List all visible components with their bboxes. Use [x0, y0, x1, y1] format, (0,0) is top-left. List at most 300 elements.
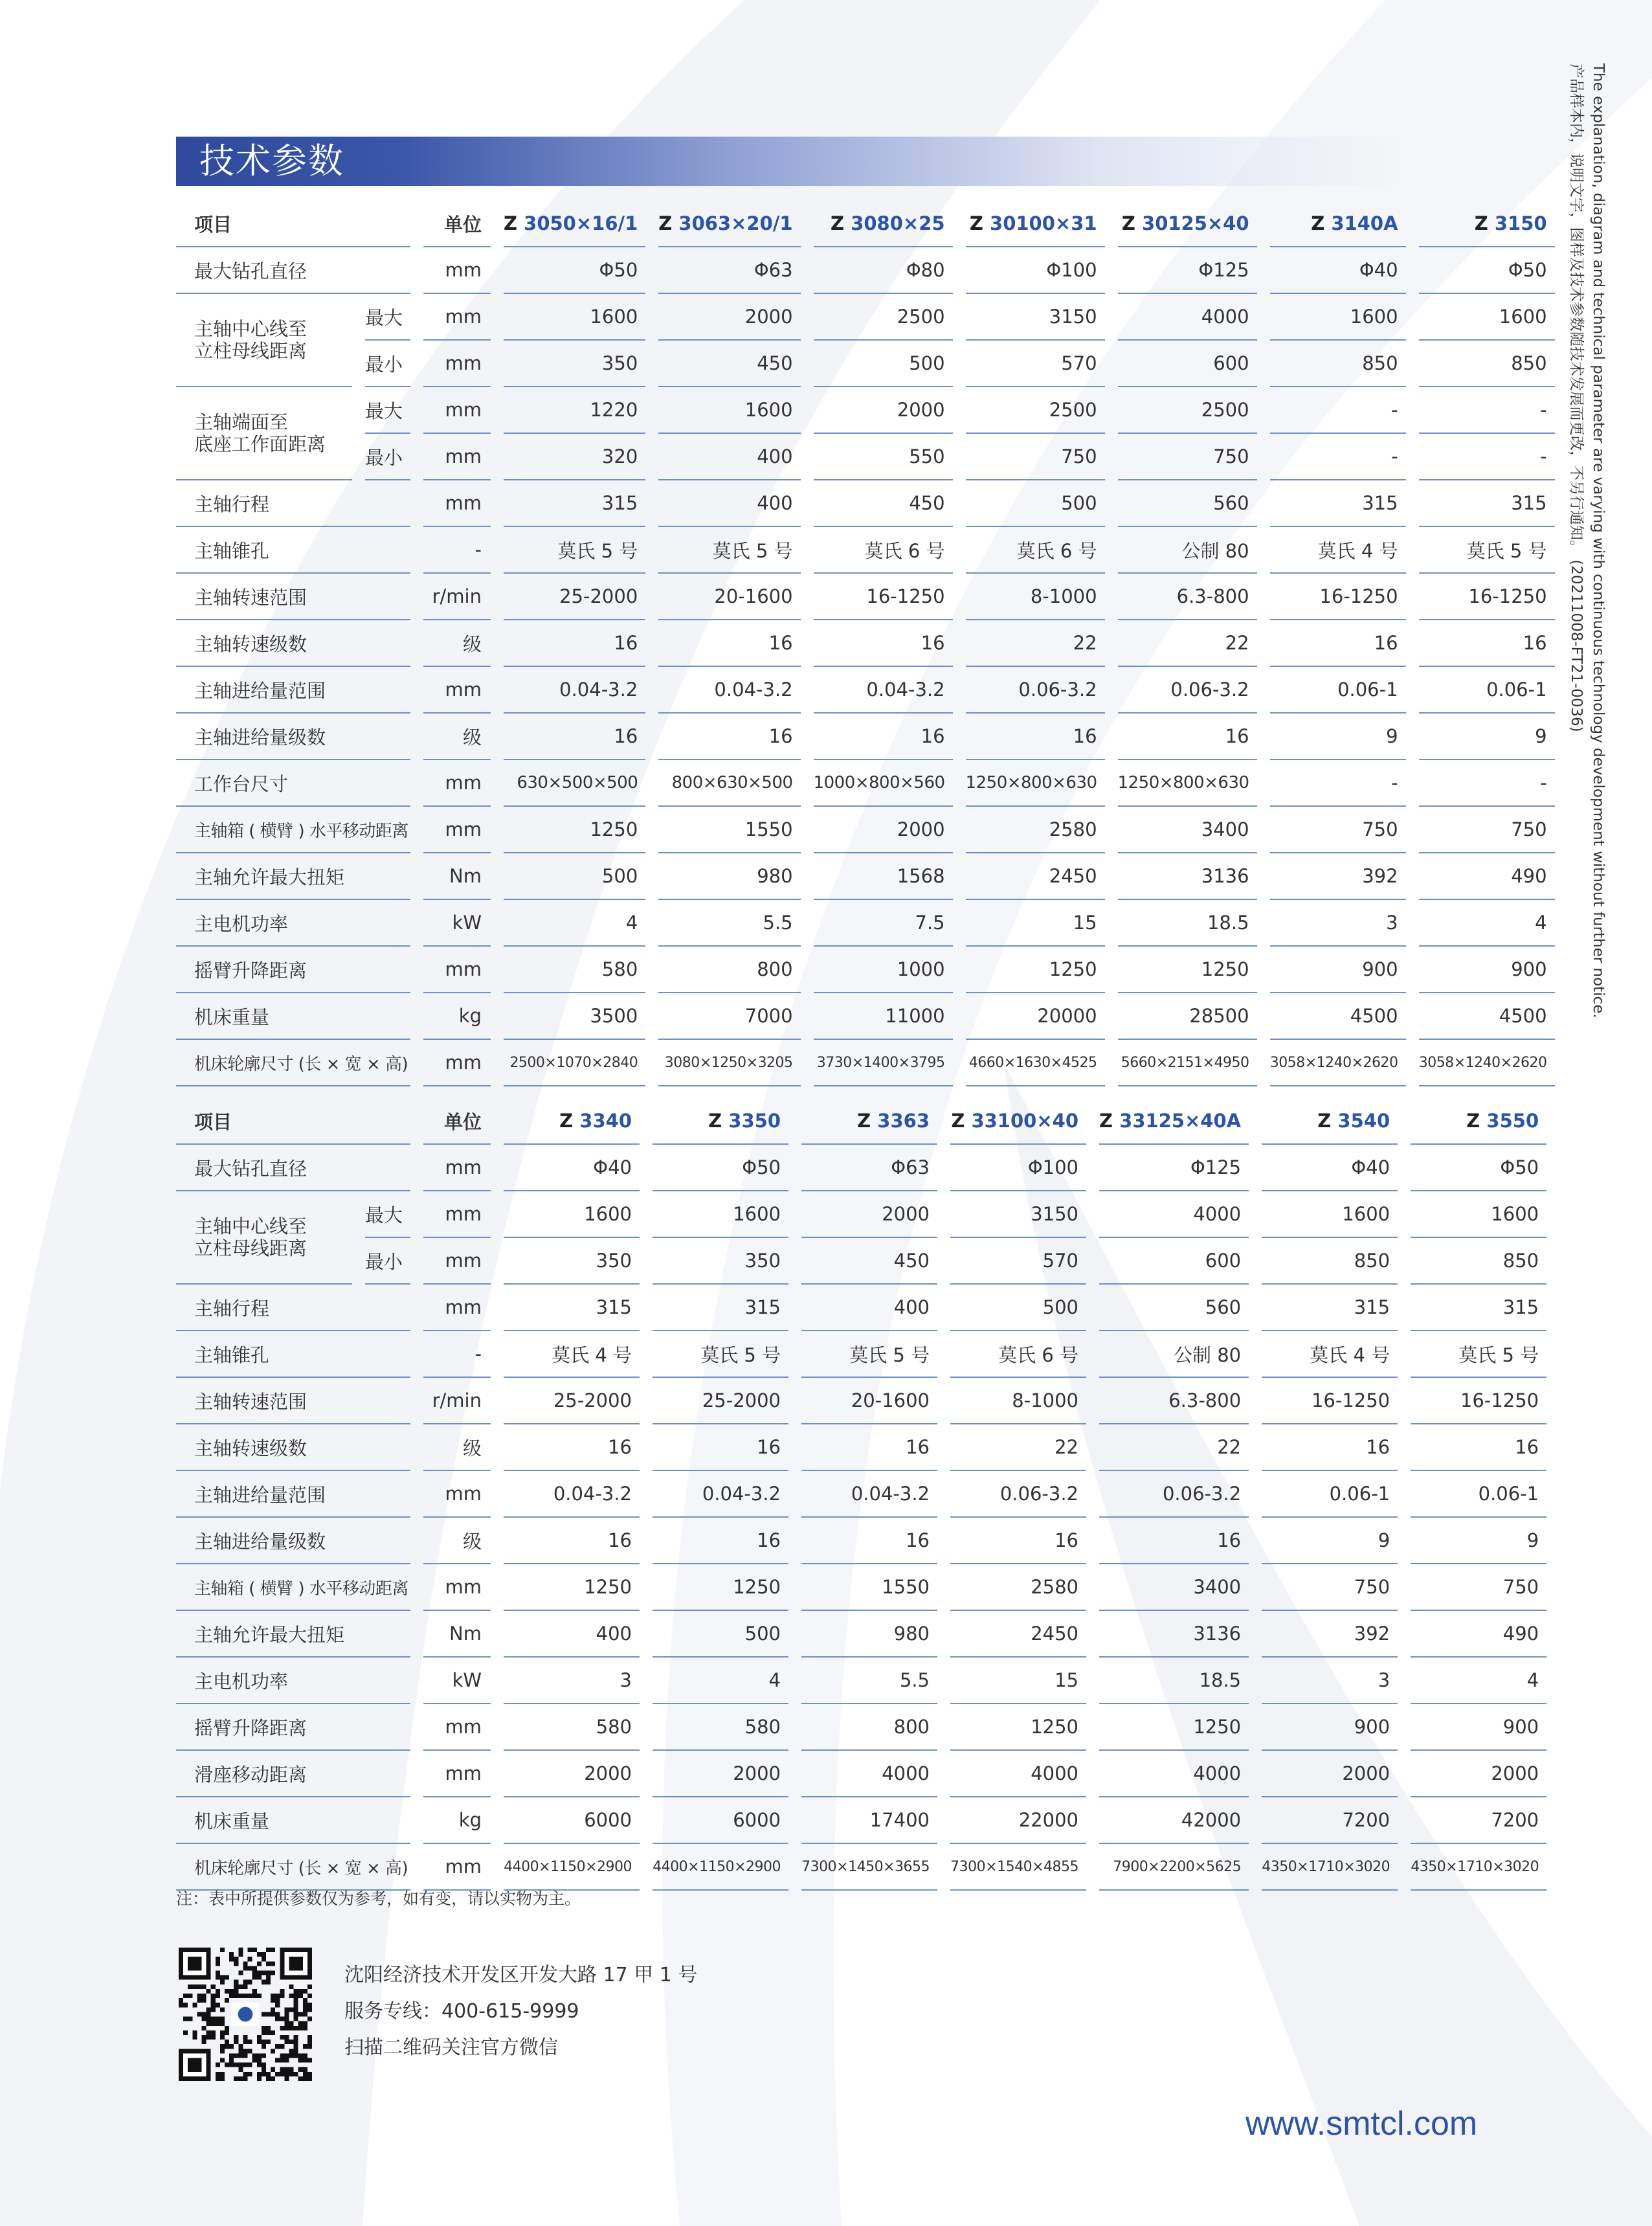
- cell-value: 莫氏 5 号: [1411, 1331, 1546, 1378]
- row-unit: mm: [423, 1191, 491, 1238]
- cell-value: 400: [504, 1611, 640, 1658]
- cell-value: 1250×800×630: [1118, 760, 1257, 807]
- table-row: [176, 1040, 1555, 1086]
- model-header: [1262, 1098, 1398, 1145]
- table-row: [176, 1518, 1546, 1564]
- model-header: [814, 201, 953, 247]
- row-label: 摇臂升降距离: [176, 947, 410, 993]
- table-row: [176, 341, 1555, 387]
- wechat-hint: 扫描二维码关注官方微信: [344, 2036, 558, 2059]
- row-unit: mm: [423, 387, 491, 434]
- model-header: [966, 201, 1105, 247]
- row-unit: 级: [423, 1424, 491, 1471]
- row-unit: mm: [423, 667, 491, 714]
- cell-value: 4000: [1099, 1751, 1249, 1797]
- cell-value: 3730×1400×3795: [814, 1040, 953, 1086]
- disclaimer-chinese: 产品样本内，说明文字，图样及技术参数随技术发展而更改，不另行通知。 (20211008-FT21-0036): [1568, 63, 1585, 732]
- cell-value: 900: [1411, 1704, 1546, 1751]
- row-unit: mm: [423, 1704, 491, 1751]
- model-number: 3080×25: [851, 212, 945, 234]
- cell-value: 7200: [1411, 1797, 1546, 1844]
- cell-value: 560: [1099, 1285, 1249, 1331]
- cell-value: 0.06-3.2: [1099, 1471, 1249, 1518]
- cell-value: 315: [1262, 1285, 1398, 1331]
- cell-value: 3058×1240×2620: [1270, 1040, 1406, 1086]
- cell-value: 5660×2151×4950: [1118, 1040, 1257, 1086]
- cell-value: Φ100: [966, 247, 1105, 294]
- cell-value: 莫氏 4 号: [1270, 527, 1406, 574]
- cell-value: 800: [801, 1704, 937, 1751]
- row-label: 主轴端面至 底座工作面距离: [176, 387, 352, 480]
- cell-value: 7300×1540×4855: [950, 1844, 1086, 1891]
- table-row: [176, 1238, 1546, 1285]
- model-number: 3340: [579, 1110, 632, 1132]
- cell-value: 4: [1411, 1658, 1546, 1704]
- model-number: 3150: [1494, 212, 1547, 234]
- cell-value: Φ50: [653, 1145, 788, 1191]
- cell-value: 3080×1250×3205: [658, 1040, 800, 1086]
- cell-value: 3150: [966, 294, 1105, 341]
- cell-value: 9: [1411, 1518, 1546, 1564]
- cell-value: 0.06-3.2: [950, 1471, 1086, 1518]
- cell-value: -: [1419, 434, 1555, 480]
- table-row: [176, 1285, 1546, 1331]
- cell-value: 25-2000: [504, 574, 645, 620]
- cell-value: 16: [801, 1424, 937, 1471]
- table-row: [176, 387, 1555, 434]
- cell-value: 4: [1419, 900, 1555, 947]
- row-unit: kW: [423, 900, 491, 947]
- cell-value: 400: [658, 480, 800, 527]
- cell-value: Φ50: [1411, 1145, 1546, 1191]
- row-label: 最大钻孔直径: [176, 247, 410, 294]
- cell-value: 0.06-3.2: [966, 667, 1105, 714]
- cell-value: 3400: [1099, 1564, 1249, 1611]
- row-sublabel: 最小: [365, 434, 410, 480]
- cell-value: 500: [950, 1285, 1086, 1331]
- cell-value: 0.04-3.2: [504, 1471, 640, 1518]
- cell-value: 392: [1270, 853, 1406, 900]
- cell-value: 1250: [950, 1704, 1086, 1751]
- cell-value: 900: [1262, 1704, 1398, 1751]
- table-row: [176, 1844, 1546, 1891]
- cell-value: 2500: [1118, 387, 1257, 434]
- cell-value: 750: [1118, 434, 1257, 480]
- cell-value: 1250: [966, 947, 1105, 993]
- table-row: [176, 714, 1555, 760]
- cell-value: 6.3-800: [1118, 574, 1257, 620]
- cell-value: 850: [1270, 341, 1406, 387]
- cell-value: 2000: [504, 1751, 640, 1797]
- cell-value: 570: [950, 1238, 1086, 1285]
- cell-value: 490: [1419, 853, 1555, 900]
- table-row: [176, 853, 1555, 900]
- row-unit: mm: [423, 1238, 491, 1285]
- model-prefix: Z: [831, 212, 845, 234]
- cell-value: 6.3-800: [1099, 1378, 1249, 1424]
- cell-value: 315: [1270, 480, 1406, 527]
- cell-value: 2500×1070×2840: [504, 1040, 645, 1086]
- row-unit: kg: [423, 993, 491, 1040]
- header-item: 项目: [176, 1098, 410, 1145]
- cell-value: 5.5: [658, 900, 800, 947]
- row-unit: mm: [423, 1751, 491, 1797]
- qr-code: [179, 1948, 312, 2081]
- cell-value: 8-1000: [966, 574, 1105, 620]
- cell-value: 22: [950, 1424, 1086, 1471]
- table-row: [176, 1471, 1546, 1518]
- cell-value: 850: [1411, 1238, 1546, 1285]
- cell-value: 1600: [504, 294, 645, 341]
- row-unit: mm: [423, 1844, 491, 1891]
- cell-value: Φ63: [658, 247, 800, 294]
- cell-value: 9: [1419, 714, 1555, 760]
- row-unit: 级: [423, 1518, 491, 1564]
- cell-value: 16-1250: [1262, 1378, 1398, 1424]
- row-label: 主轴行程: [176, 1285, 410, 1331]
- cell-value: 900: [1270, 947, 1406, 993]
- cell-value: 0.06-3.2: [1118, 667, 1257, 714]
- cell-value: 600: [1118, 341, 1257, 387]
- cell-value: 20000: [966, 993, 1105, 1040]
- row-unit: kg: [423, 1797, 491, 1844]
- cell-value: 16-1250: [1270, 574, 1406, 620]
- row-label: 主轴允许最大扭矩: [176, 853, 410, 900]
- model-prefix: Z: [969, 212, 983, 234]
- row-unit: mm: [423, 480, 491, 527]
- cell-value: 2000: [814, 387, 953, 434]
- header-item: 项目: [176, 201, 410, 247]
- cell-value: 1600: [504, 1191, 640, 1238]
- cell-value: 7300×1450×3655: [801, 1844, 937, 1891]
- model-header: [653, 1098, 788, 1145]
- cell-value: 490: [1411, 1611, 1546, 1658]
- model-number: 3540: [1337, 1110, 1390, 1132]
- cell-value: 320: [504, 434, 645, 480]
- disclaimer-vertical: [1565, 63, 1609, 1018]
- cell-value: 1550: [801, 1564, 937, 1611]
- cell-value: 1250: [504, 1564, 640, 1611]
- model-header: [801, 1098, 937, 1145]
- row-label: 滑座移动距离: [176, 1751, 410, 1797]
- cell-value: 1250: [653, 1564, 788, 1611]
- model-header: [950, 1098, 1086, 1145]
- cell-value: 15: [950, 1658, 1086, 1704]
- cell-value: 0.04-3.2: [504, 667, 645, 714]
- cell-value: 450: [801, 1238, 937, 1285]
- cell-value: 6000: [504, 1797, 640, 1844]
- model-prefix: Z: [658, 212, 673, 234]
- model-number: 30125×40: [1142, 212, 1249, 234]
- cell-value: 20-1600: [658, 574, 800, 620]
- cell-value: 600: [1099, 1238, 1249, 1285]
- cell-value: 1600: [653, 1191, 788, 1238]
- cell-value: 350: [653, 1238, 788, 1285]
- footnote: 注：表中所提供参数仅为参考，如有变，请以实物为主。: [176, 1889, 581, 1908]
- cell-value: 22: [1118, 620, 1257, 667]
- row-unit: r/min: [423, 574, 491, 620]
- cell-value: 315: [504, 1285, 640, 1331]
- cell-value: 2000: [801, 1191, 937, 1238]
- cell-value: 16: [504, 714, 645, 760]
- row-label: 主轴转速范围: [176, 1378, 410, 1424]
- cell-value: 350: [504, 1238, 640, 1285]
- cell-value: 22: [966, 620, 1105, 667]
- row-label: 机床重量: [176, 1797, 410, 1844]
- cell-value: 350: [504, 341, 645, 387]
- model-prefix: Z: [504, 212, 518, 234]
- row-label: 主轴中心线至 立柱母线距离: [176, 1191, 352, 1285]
- cell-value: 750: [1411, 1564, 1546, 1611]
- row-sublabel: 最大: [365, 1191, 410, 1238]
- cell-value: 1000: [814, 947, 953, 993]
- cell-value: -: [1419, 387, 1555, 434]
- cell-value: 570: [966, 341, 1105, 387]
- cell-value: 1250: [1118, 947, 1257, 993]
- cell-value: 1600: [1419, 294, 1555, 341]
- cell-value: Φ50: [1419, 247, 1555, 294]
- cell-value: -: [1419, 760, 1555, 807]
- model-number: 30100×31: [990, 212, 1097, 234]
- cell-value: 16-1250: [1419, 574, 1555, 620]
- cell-value: 500: [814, 341, 953, 387]
- cell-value: 0.04-3.2: [814, 667, 953, 714]
- cell-value: 16: [658, 620, 800, 667]
- row-unit: Nm: [423, 853, 491, 900]
- row-unit: mm: [423, 1040, 491, 1086]
- table-row: [176, 434, 1555, 480]
- cell-value: 5.5: [801, 1658, 937, 1704]
- cell-value: 16: [658, 714, 800, 760]
- table-row: [176, 667, 1555, 714]
- cell-value: 25-2000: [504, 1378, 640, 1424]
- cell-value: 1000×800×560: [814, 760, 953, 807]
- cell-value: 2500: [814, 294, 953, 341]
- cell-value: 18.5: [1118, 900, 1257, 947]
- header-unit: 单位: [423, 1098, 491, 1145]
- table-row: [176, 1191, 1546, 1238]
- cell-value: 1250: [1099, 1704, 1249, 1751]
- cell-value: -: [1270, 387, 1406, 434]
- service-hotline: 服务专线：400-615-9999: [344, 2000, 579, 2023]
- table-row: [176, 1797, 1546, 1844]
- cell-value: 16: [504, 1518, 640, 1564]
- cell-value: 22000: [950, 1797, 1086, 1844]
- table-row: [176, 294, 1555, 341]
- table-row: [176, 1424, 1546, 1471]
- cell-value: 公制 80: [1118, 527, 1257, 574]
- row-unit: mm: [423, 1471, 491, 1518]
- cell-value: 4350×1710×3020: [1262, 1844, 1398, 1891]
- cell-value: 800: [658, 947, 800, 993]
- cell-value: 莫氏 5 号: [658, 527, 800, 574]
- model-prefix: Z: [951, 1110, 965, 1132]
- row-unit: 级: [423, 714, 491, 760]
- row-label: 摇臂升降距离: [176, 1704, 410, 1751]
- cell-value: 18.5: [1099, 1658, 1249, 1704]
- cell-value: 16: [814, 714, 953, 760]
- cell-value: 400: [658, 434, 800, 480]
- table-row: [176, 807, 1555, 853]
- section-title: 技术参数: [199, 141, 344, 181]
- cell-value: 1250: [504, 807, 645, 853]
- cell-value: 4: [504, 900, 645, 947]
- cell-value: 4: [653, 1658, 788, 1704]
- cell-value: 500: [653, 1611, 788, 1658]
- cell-value: 580: [504, 947, 645, 993]
- model-prefix: Z: [559, 1110, 574, 1132]
- cell-value: 550: [814, 434, 953, 480]
- row-unit: mm: [423, 1564, 491, 1611]
- cell-value: 315: [653, 1285, 788, 1331]
- model-prefix: Z: [1099, 1110, 1113, 1132]
- row-label: 主轴允许最大扭矩: [176, 1611, 410, 1658]
- table-row: [176, 760, 1555, 807]
- website-link[interactable]: www.smtcl.com: [1245, 2105, 1478, 2142]
- cell-value: -: [1270, 760, 1406, 807]
- table-row: [176, 1378, 1546, 1424]
- cell-value: 1250×800×630: [966, 760, 1105, 807]
- cell-value: 莫氏 5 号: [1419, 527, 1555, 574]
- cell-value: 公制 80: [1099, 1331, 1249, 1378]
- cell-value: Φ125: [1099, 1145, 1249, 1191]
- row-unit: mm: [423, 947, 491, 993]
- cell-value: 560: [1118, 480, 1257, 527]
- cell-value: 16: [504, 1424, 640, 1471]
- cell-value: 16: [504, 620, 645, 667]
- cell-value: 2000: [1262, 1751, 1398, 1797]
- cell-value: 315: [1411, 1285, 1546, 1331]
- cell-value: 7.5: [814, 900, 953, 947]
- cell-value: 4000: [950, 1751, 1086, 1797]
- spec-table-1: [163, 201, 1568, 1086]
- cell-value: 28500: [1118, 993, 1257, 1040]
- row-unit: mm: [423, 294, 491, 341]
- cell-value: 2000: [658, 294, 800, 341]
- cell-value: 0.06-1: [1419, 667, 1555, 714]
- cell-value: 16: [950, 1518, 1086, 1564]
- table-row: [176, 1751, 1546, 1797]
- cell-value: 4000: [1099, 1191, 1249, 1238]
- model-number: 33100×40: [971, 1110, 1078, 1132]
- disclaimer-english: The explanation, diagram and technical parameter are varying with continuous technology development without further notice.: [1590, 63, 1607, 1018]
- cell-value: 17400: [801, 1797, 937, 1844]
- model-number: 3363: [877, 1110, 930, 1132]
- cell-value: 16: [814, 620, 953, 667]
- cell-value: 16: [1099, 1518, 1249, 1564]
- cell-value: 3400: [1118, 807, 1257, 853]
- cell-value: 1600: [1262, 1191, 1398, 1238]
- cell-value: 750: [1262, 1564, 1398, 1611]
- cell-value: 4500: [1270, 993, 1406, 1040]
- row-label: 工作台尺寸: [176, 760, 410, 807]
- row-unit: mm: [423, 341, 491, 387]
- cell-value: 850: [1419, 341, 1555, 387]
- row-sublabel: 最大: [365, 294, 410, 341]
- cell-value: 25-2000: [653, 1378, 788, 1424]
- cell-value: 7000: [658, 993, 800, 1040]
- table-row: [176, 900, 1555, 947]
- table-row: [176, 1611, 1546, 1658]
- cell-value: 3150: [950, 1191, 1086, 1238]
- row-label: 主轴进给量范围: [176, 1471, 410, 1518]
- cell-value: 11000: [814, 993, 953, 1040]
- cell-value: Φ40: [1262, 1145, 1398, 1191]
- model-header: [658, 201, 800, 247]
- model-prefix: Z: [857, 1110, 871, 1132]
- cell-value: 4400×1150×2900: [653, 1844, 788, 1891]
- cell-value: 3: [504, 1658, 640, 1704]
- row-label: 主轴锥孔: [176, 527, 410, 574]
- cell-value: 3136: [1099, 1611, 1249, 1658]
- cell-value: 1600: [658, 387, 800, 434]
- cell-value: 315: [1419, 480, 1555, 527]
- model-header: [1099, 1098, 1249, 1145]
- cell-value: 16-1250: [814, 574, 953, 620]
- table-row: [176, 1658, 1546, 1704]
- row-label: 主轴锥孔: [176, 1331, 410, 1378]
- cell-value: 2580: [950, 1564, 1086, 1611]
- cell-value: 0.06-1: [1270, 667, 1406, 714]
- table-row: [176, 527, 1555, 574]
- cell-value: 2000: [814, 807, 953, 853]
- cell-value: 980: [801, 1611, 937, 1658]
- cell-value: 4660×1630×4525: [966, 1040, 1105, 1086]
- cell-value: 莫氏 4 号: [1262, 1331, 1398, 1378]
- cell-value: 1550: [658, 807, 800, 853]
- model-header: [504, 201, 645, 247]
- cell-value: 1600: [1270, 294, 1406, 341]
- model-number: 3140A: [1331, 212, 1398, 234]
- cell-value: Φ63: [801, 1145, 937, 1191]
- cell-value: 4000: [801, 1751, 937, 1797]
- row-label: 主轴进给量范围: [176, 667, 410, 714]
- model-number: 3050×16/1: [524, 212, 638, 234]
- row-sublabel: 最小: [365, 341, 410, 387]
- row-label: 主电机功率: [176, 900, 410, 947]
- cell-value: 16-1250: [1411, 1378, 1546, 1424]
- model-header: [504, 1098, 640, 1145]
- cell-value: Φ40: [504, 1145, 640, 1191]
- model-prefix: Z: [1474, 212, 1488, 234]
- row-unit: mm: [423, 247, 491, 294]
- cell-value: 4000: [1118, 294, 1257, 341]
- row-label: 主电机功率: [176, 1658, 410, 1704]
- cell-value: 1220: [504, 387, 645, 434]
- row-label: 机床重量: [176, 993, 410, 1040]
- row-label: 机床轮廓尺寸 (长 × 宽 × 高): [176, 1040, 410, 1086]
- cell-value: 16: [1118, 714, 1257, 760]
- cell-value: 580: [504, 1704, 640, 1751]
- row-unit: mm: [423, 1145, 491, 1191]
- cell-value: 850: [1262, 1238, 1398, 1285]
- cell-value: 750: [966, 434, 1105, 480]
- cell-value: 450: [658, 341, 800, 387]
- cell-value: 16: [1411, 1424, 1546, 1471]
- cell-value: 800×630×500: [658, 760, 800, 807]
- cell-value: 3: [1270, 900, 1406, 947]
- row-label: 主轴进给量级数: [176, 1518, 410, 1564]
- cell-value: 980: [658, 853, 800, 900]
- row-unit: mm: [423, 434, 491, 480]
- cell-value: 500: [966, 480, 1105, 527]
- cell-value: 3: [1262, 1658, 1398, 1704]
- cell-value: 0.06-1: [1262, 1471, 1398, 1518]
- row-sublabel: 最大: [365, 387, 410, 434]
- row-unit: -: [423, 1331, 491, 1378]
- cell-value: 莫氏 5 号: [801, 1331, 937, 1378]
- row-unit: Nm: [423, 1611, 491, 1658]
